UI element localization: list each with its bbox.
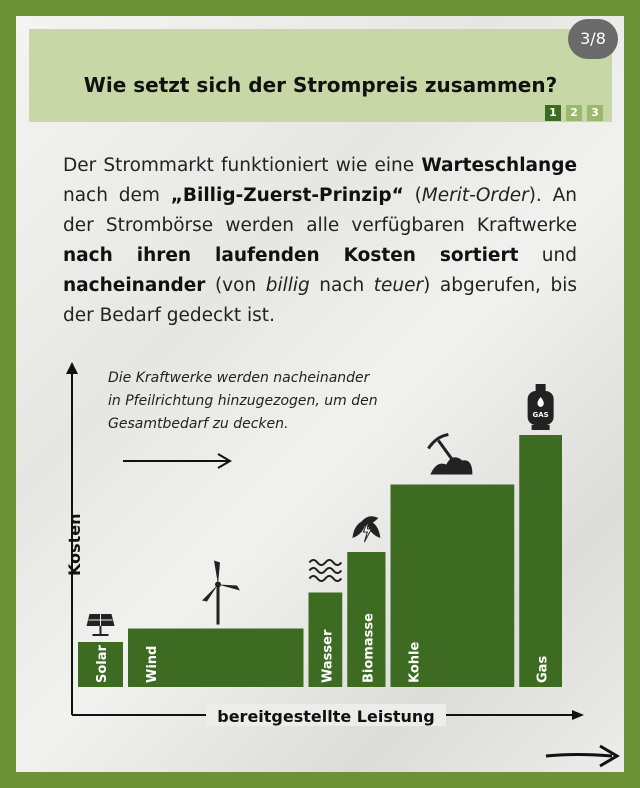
bar-gas	[519, 435, 562, 687]
bar-label-solar: Solar	[95, 645, 110, 683]
annotation-line-1: Die Kraftwerke werden nacheinander	[108, 370, 370, 386]
intro-paragraph: Der Strommarkt funktioniert wie eine Warteschlange nach dem „Billig-Zuerst-Prinzip“ (Merit-Order). An der Strombörse werden alle verfügbaren Kraftwerke nach ihren laufenden Kosten sortiert und nacheinander (von billig nach teuer) abgerufen, bis der Bedarf gedeckt ist.	[63, 155, 578, 326]
annotation-line-3: Gesamtbedarf zu decken.	[108, 416, 289, 432]
step-3[interactable]: 3	[587, 105, 603, 121]
water-waves-icon	[309, 560, 341, 581]
bar-label-wasser: Wasser	[320, 629, 336, 683]
slide	[16, 16, 624, 772]
bar-label-kohle: Kohle	[407, 641, 423, 683]
merit-order-chart	[16, 16, 624, 772]
step-1[interactable]: 1	[545, 105, 561, 121]
y-axis-arrowhead	[66, 362, 78, 374]
biomass-leaves-icon	[352, 516, 380, 542]
step-2[interactable]: 2	[566, 105, 582, 121]
gas-icon-label: GAS	[532, 411, 549, 419]
page-title: Wie setzt sich der Strompreis zusammen?	[83, 73, 558, 97]
x-axis-arrowhead	[572, 710, 584, 720]
y-axis-label: Kosten	[65, 513, 84, 576]
arrow-right-icon[interactable]	[546, 746, 617, 766]
bar-label-gas: Gas	[535, 655, 551, 683]
x-axis-label: bereitgestellte Leistung	[217, 707, 435, 726]
bar-label-wind: Wind	[145, 645, 160, 683]
solar-panel-icon	[87, 614, 115, 635]
wind-turbine-icon	[202, 561, 240, 625]
bar-label-biomasse: Biomasse	[361, 613, 377, 683]
coal-pickaxe-icon	[428, 435, 472, 475]
annotation-line-2: in Pfeilrichtung hinzugezogen, um den	[108, 393, 378, 409]
page-indicator: 3/8	[568, 19, 618, 59]
gas-cylinder-icon	[528, 384, 554, 430]
